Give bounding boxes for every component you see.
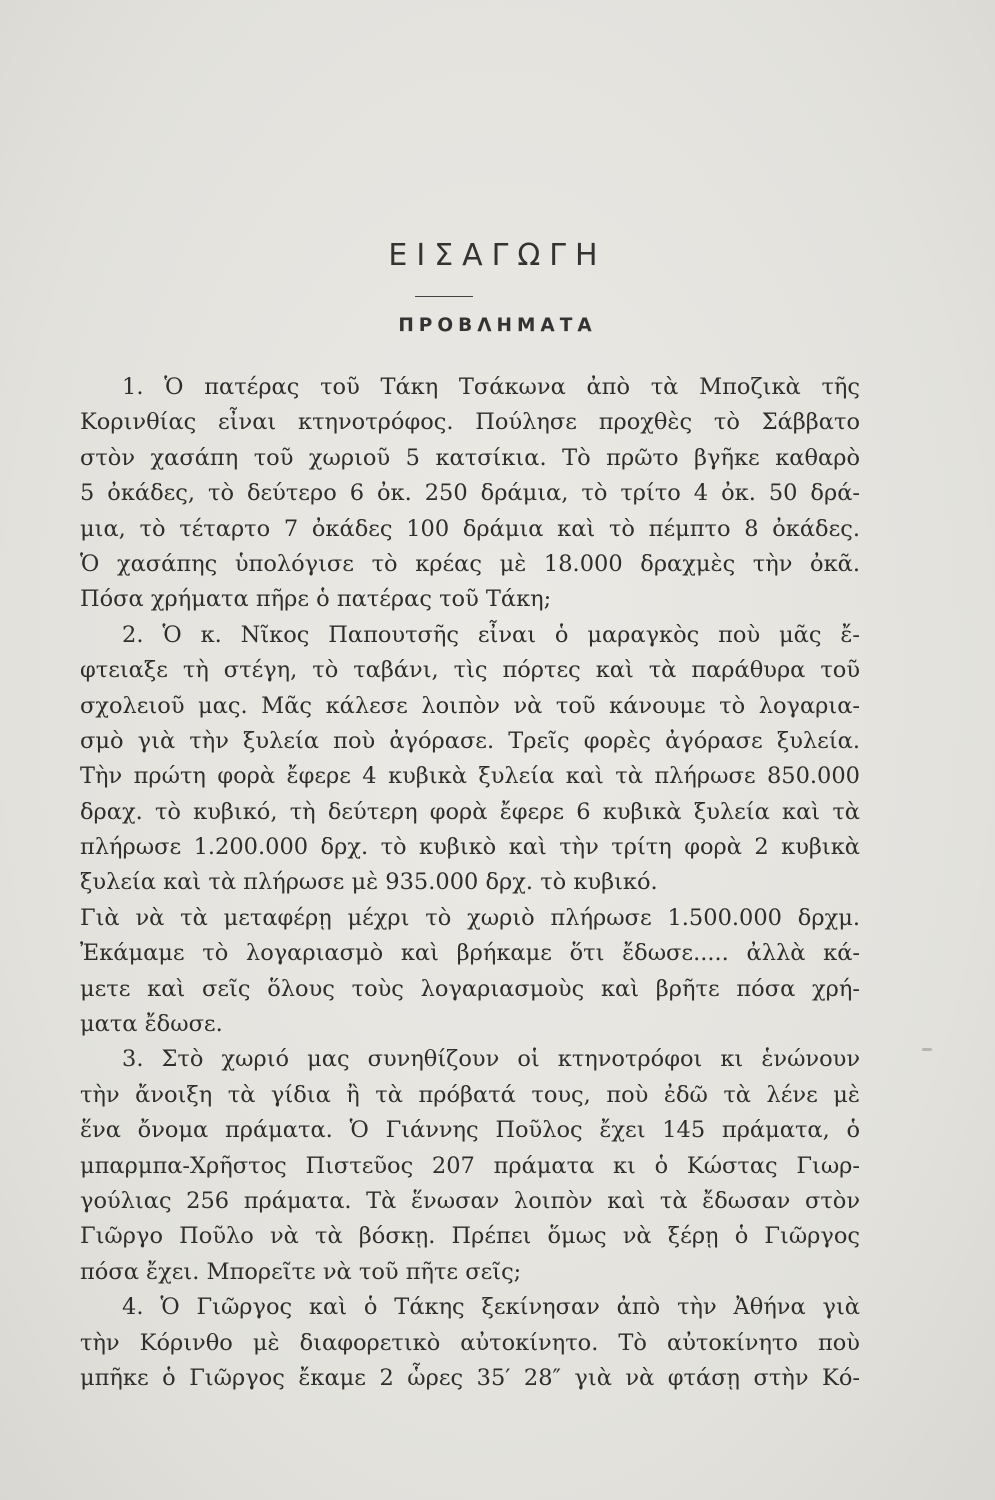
title-divider <box>415 296 473 297</box>
text-line: γούλιας 256 πράματα. Τὰ ἕνωσαν λοιπὸν καὶ τὰ ἔδωσαν στὸν <box>80 1187 860 1214</box>
text-line: 1. Ὁ πατέρας τοῦ Τάκη Τσάκωνα ἀπὸ τὰ Μποζικὰ τῆς <box>122 374 860 400</box>
text-line: μπῆκε ὁ Γιῶργος ἔκαμε 2 ὧρες 35′ 28″ γιὰ νὰ φτάσῃ στὴν Κό- <box>80 1364 860 1391</box>
text-line: ματα ἔδωσε. <box>80 1011 223 1038</box>
text-line: σχολειοῦ μας. Μᾶς κάλεσε λοιπὸν νὰ τοῦ κάνουμε τὸ λογαρια- <box>80 692 860 719</box>
text-line: Ὁ χασάπης ὑπολόγισε τὸ κρέας μὲ 18.000 δραχμὲς τὴν ὀκᾶ. <box>80 550 860 577</box>
text-line: Γιῶργο Ποῦλο νὰ τὰ βόσκῃ. Πρέπει ὅμως νὰ ξέρῃ ὁ Γιῶργος <box>80 1223 860 1250</box>
text-line: τὴν ἄνοιξη τὰ γίδια ἢ τὰ πρόβατά τους, ποὺ ἐδῶ τὰ λένε μὲ <box>80 1081 860 1108</box>
text-line: Τὴν πρώτη φορὰ ἔφερε 4 κυβικὰ ξυλεία καὶ τὰ πλήρωσε 850.000 <box>80 763 860 790</box>
problems-text <box>80 370 860 1396</box>
text-line: τὴν Κόρινθο μὲ διαφορετικὸ αὐτοκίνητο. Τὸ αὐτοκίνητο ποὺ <box>80 1329 860 1356</box>
text-line: σμὸ γιὰ τὴν ξυλεία ποὺ ἀγόρασε. Τρεῖς φορὲς ἀγόρασε ξυλεία. <box>80 727 860 754</box>
text-line: ἕνα ὄνομα πράματα. Ὁ Γιάννης Ποῦλος ἔχει 145 πράματα, ὁ <box>80 1117 860 1144</box>
text-line: 2. Ὁ κ. Νῖκος Παπουτσῆς εἶναι ὁ μαραγκὸς ποὺ μᾶς ἔ- <box>122 621 860 648</box>
text-line: ξυλεία καὶ τὰ πλήρωσε μὲ 935.000 δρχ. τὸ κυβικό. <box>80 869 658 896</box>
text-line: πόσα ἔχει. Μπορεῖτε νὰ τοῦ πῆτε σεῖς; <box>80 1258 522 1285</box>
text-line: δραχ. τὸ κυβικό, τὴ δεύτερη φορὰ ἔφερε 6 κυβικὰ ξυλεία καὶ τὰ <box>80 798 860 825</box>
text-line: Ἐκάμαμε τὸ λογαριασμὸ καὶ βρήκαμε ὅτι ἔδωσε..... ἀλλὰ κά- <box>80 940 860 967</box>
text-line: 3. Στὸ χωριό μας συνηθίζουν οἱ κτηνοτρόφοι κι ἑνώνουν <box>122 1046 860 1073</box>
text-line: 4. Ὁ Γιῶργος καὶ ὁ Τάκης ξεκίνησαν ἀπὸ τὴν Ἀθήνα γιὰ <box>122 1294 860 1321</box>
text-line: Πόσα χρήματα πῆρε ὁ πατέρας τοῦ Τάκη; <box>80 586 552 613</box>
text-line: Κορινθίας εἶναι κτηνοτρόφος. Πούλησε προχθὲς τὸ Σάββατο <box>80 409 860 436</box>
text-line: 5 ὀκάδες, τὸ δεύτερο 6 ὀκ. 250 δράμια, τὸ τρίτο 4 ὀκ. 50 δρά- <box>80 480 860 507</box>
text-line: φτειαξε τὴ στέγη, τὸ ταβάνι, τὶς πόρτες καὶ τὰ παράθυρα τοῦ <box>80 657 860 684</box>
text-line: μπαρμπα-Χρῆστος Πιστεῦος 207 πράματα κι ὁ Κώστας Γιωρ- <box>80 1152 860 1179</box>
chapter-title: ΕΙΣΑΓΩΓΗ <box>388 238 607 273</box>
text-line: πλήρωσε 1.200.000 δρχ. τὸ κυβικὸ καὶ τὴν τρίτη φορὰ 2 κυβικὰ <box>80 834 860 861</box>
text-line: μια, τὸ τέταρτο 7 ὀκάδες 100 δράμια καὶ τὸ πέμπτο 8 ὀκάδες. <box>80 515 860 542</box>
section-title: ΠΡΟΒΛΗΜΑΤΑ <box>398 315 597 336</box>
text-line: μετε καὶ σεῖς ὅλους τοὺς λογαριασμοὺς καὶ βρῆτε πόσα χρή- <box>80 975 860 1002</box>
margin-mark <box>922 1048 932 1051</box>
text-line: στὸν χασάπη τοῦ χωριοῦ 5 κατσίκια. Τὸ πρῶτο βγῆκε καθαρὸ <box>80 444 860 471</box>
text-line: Γιὰ νὰ τὰ μεταφέρῃ μέχρι τὸ χωριὸ πλήρωσε 1.500.000 δρχμ. <box>80 904 860 931</box>
